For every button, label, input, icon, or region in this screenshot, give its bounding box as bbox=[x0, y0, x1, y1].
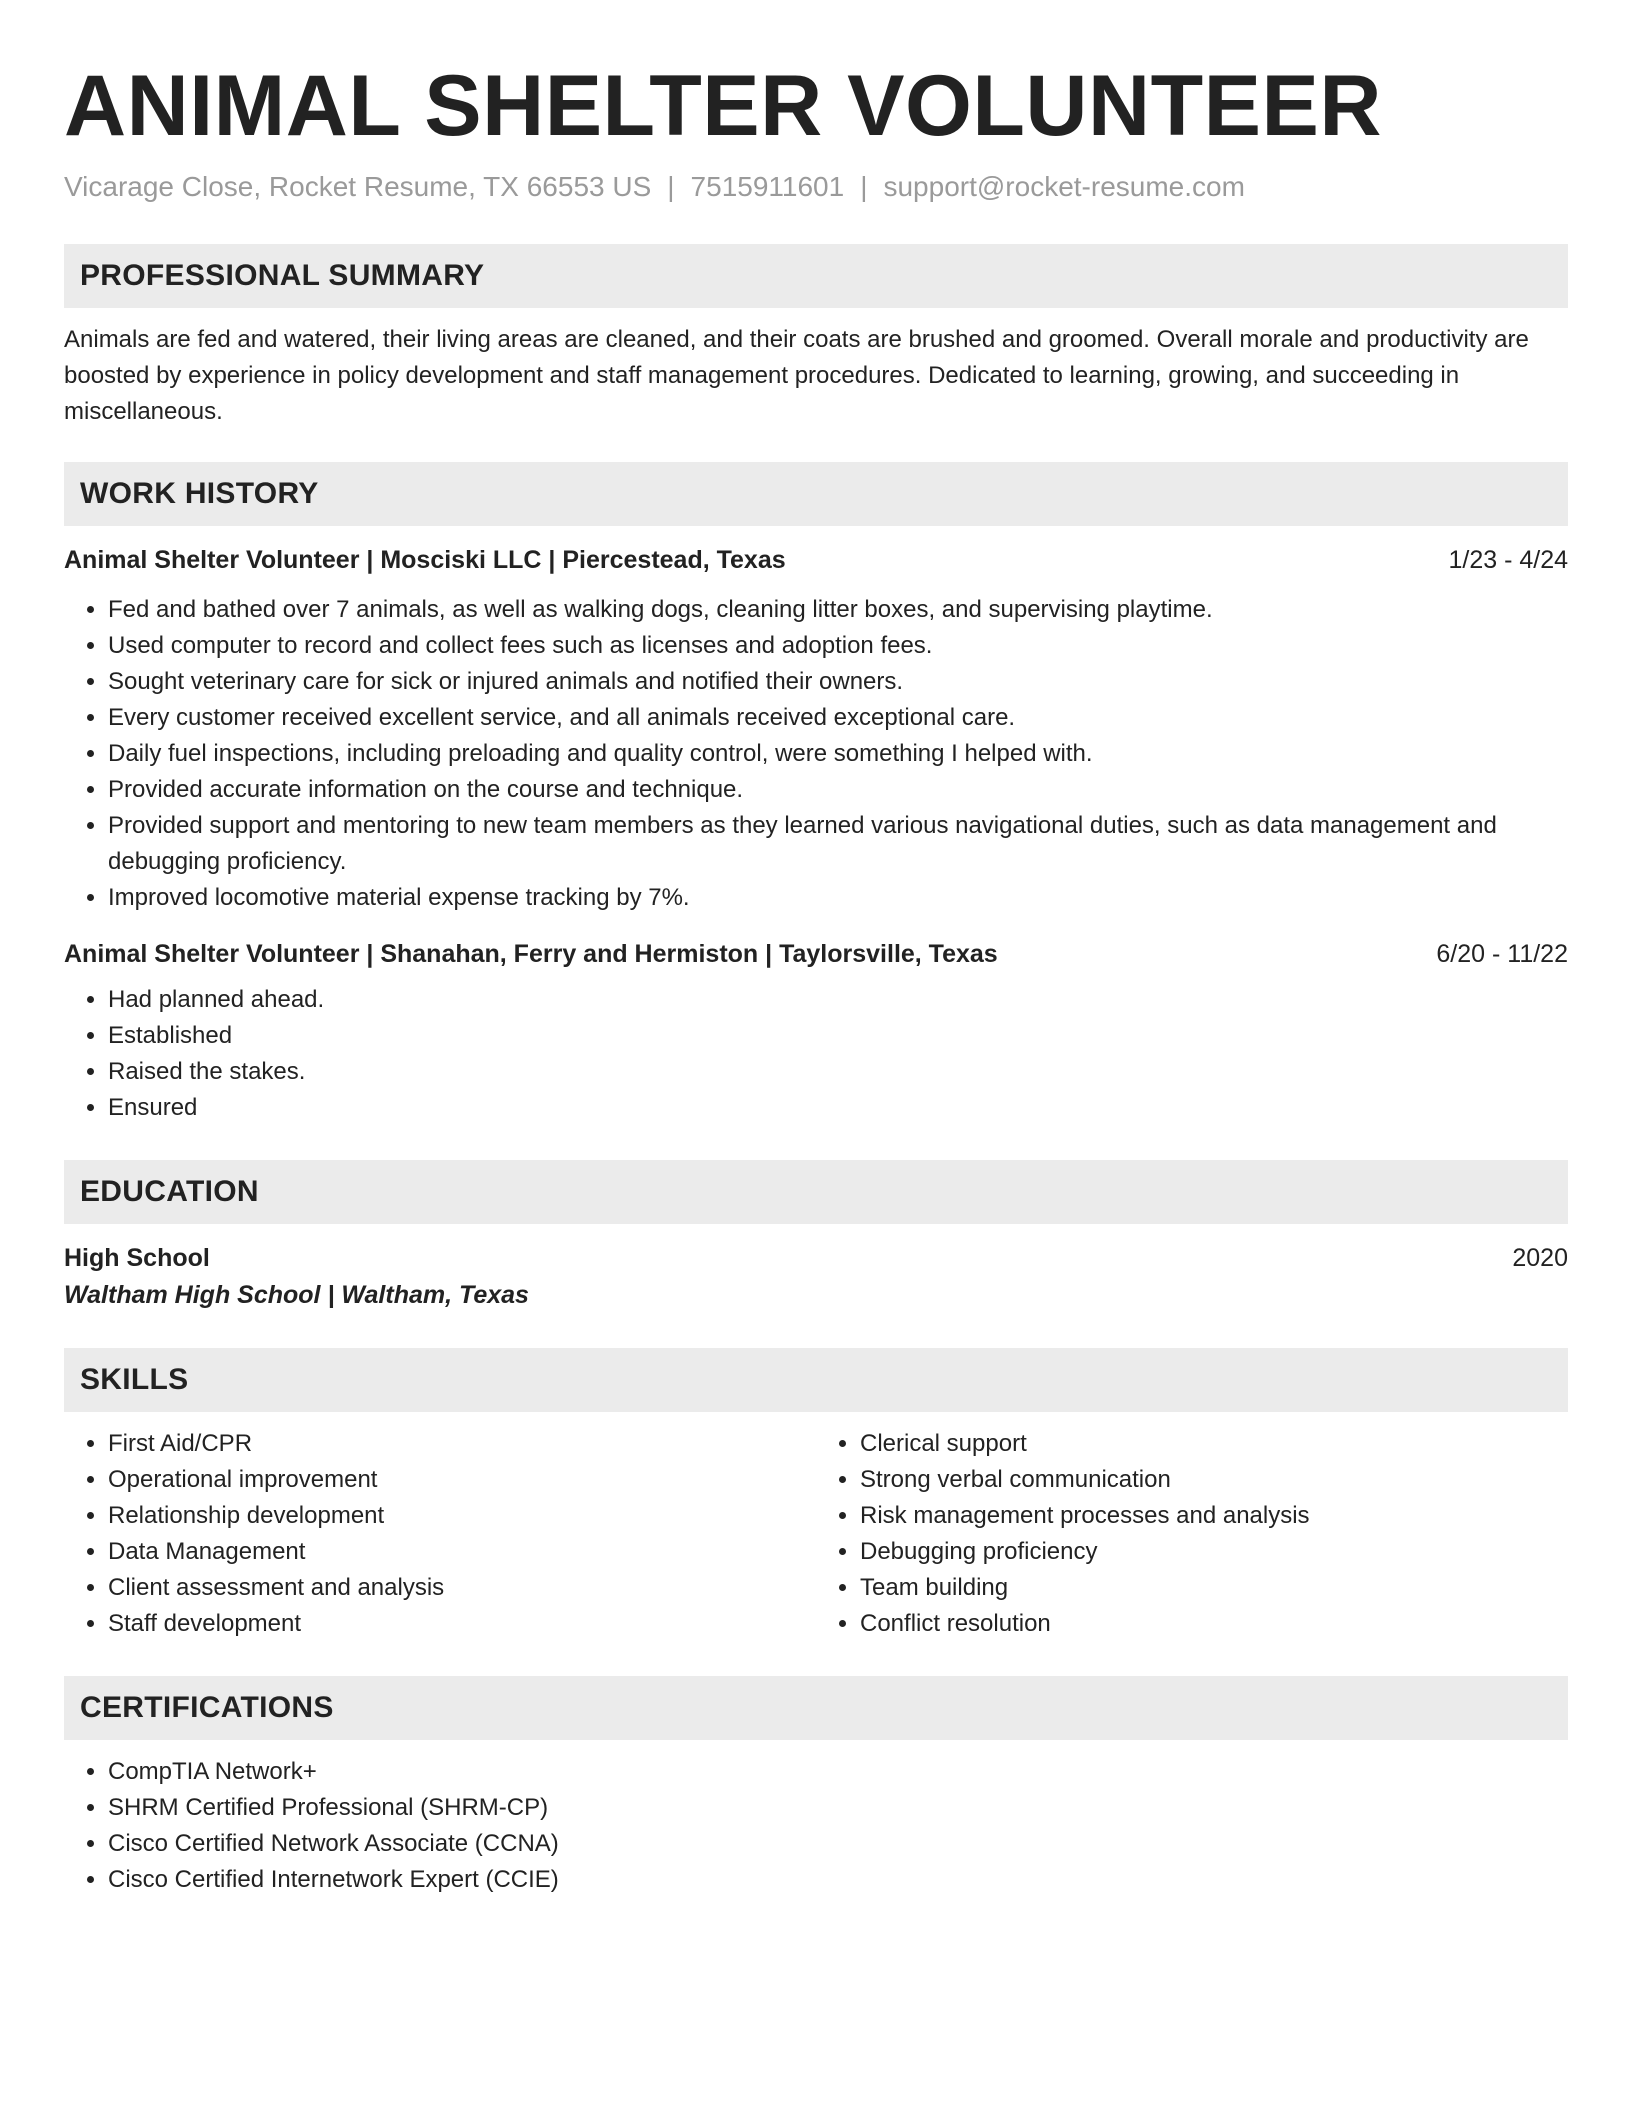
skill-item: • Debugging proficiency bbox=[860, 1534, 1568, 1570]
job-bullet: • Fed and bathed over 7 animals, as well as walking dogs, cleaning litter boxes, and supervising playtime. bbox=[108, 592, 1568, 628]
job-entry bbox=[64, 936, 1568, 1126]
job-dates: 6/20 - 11/22 bbox=[1436, 940, 1568, 968]
job-header bbox=[64, 542, 1568, 578]
job-bullet: • Used computer to record and collect fees such as licenses and adoption fees. bbox=[108, 628, 1568, 664]
job-bullet: • Improved locomotive material expense tracking by 7%. bbox=[108, 880, 1568, 916]
job-bullet: • Provided support and mentoring to new team members as they learned various navigational duties, such as data management and debugging proficiency. bbox=[108, 808, 1568, 880]
contact-address: Vicarage Close, Rocket Resume, TX 66553 US bbox=[64, 171, 652, 202]
job-bullet: • Had planned ahead. bbox=[108, 982, 1568, 1018]
education-school: Waltham High School | Waltham, Texas bbox=[64, 1281, 529, 1309]
skill-item: • Risk management processes and analysis bbox=[860, 1498, 1568, 1534]
contact-phone: 7515911601 bbox=[690, 171, 845, 202]
job-entry bbox=[64, 542, 1568, 916]
section-heading-summary: PROFESSIONAL SUMMARY bbox=[64, 244, 1568, 308]
skills-list-right bbox=[816, 1426, 1568, 1642]
resume-name: ANIMAL SHELTER VOLUNTEER bbox=[64, 58, 1382, 154]
skill-item: • Clerical support bbox=[860, 1426, 1568, 1462]
skill-item: • Strong verbal communication bbox=[860, 1462, 1568, 1498]
certification-item: • Cisco Certified Internetwork Expert (CCIE) bbox=[108, 1862, 1568, 1898]
summary-text: Animals are fed and watered, their living areas are cleaned, and their coats are brushed and groomed. Overall morale and productivity are boosted by experience in policy development and staff management procedures. Dedicated to learning, growing, and succeeding in miscellaneous. bbox=[64, 326, 1529, 425]
skill-item: • Relationship development bbox=[108, 1498, 816, 1534]
skill-item: • Client assessment and analysis bbox=[108, 1570, 816, 1606]
skill-item: • Conflict resolution bbox=[860, 1606, 1568, 1642]
skill-item: • Operational improvement bbox=[108, 1462, 816, 1498]
contact-line bbox=[64, 170, 1568, 204]
skill-item: • First Aid/CPR bbox=[108, 1426, 816, 1462]
section-heading-work-history: WORK HISTORY bbox=[64, 462, 1568, 526]
section-heading-certifications: CERTIFICATIONS bbox=[64, 1676, 1568, 1740]
certification-item: • SHRM Certified Professional (SHRM-CP) bbox=[108, 1790, 1568, 1826]
skill-item: • Data Management bbox=[108, 1534, 816, 1570]
skills-grid bbox=[64, 1426, 1568, 1642]
education-year: 2020 bbox=[1512, 1244, 1568, 1272]
certifications-list bbox=[64, 1754, 1568, 1898]
job-bullet: • Established bbox=[108, 1018, 1568, 1054]
job-bullet: • Sought veterinary care for sick or injured animals and notified their owners. bbox=[108, 664, 1568, 700]
job-header bbox=[64, 936, 1568, 972]
education-header bbox=[64, 1240, 1568, 1276]
skill-item: • Staff development bbox=[108, 1606, 816, 1642]
job-bullet-list bbox=[64, 982, 1568, 1126]
job-dates: 1/23 - 4/24 bbox=[1448, 546, 1568, 574]
section-heading-skills: SKILLS bbox=[64, 1348, 1568, 1412]
contact-email: support@rocket-resume.com bbox=[883, 171, 1245, 202]
section-heading-education: EDUCATION bbox=[64, 1160, 1568, 1224]
contact-separator: | bbox=[860, 171, 868, 202]
job-title: Animal Shelter Volunteer | Mosciski LLC | Piercestead, Texas bbox=[64, 546, 786, 574]
job-bullet: • Raised the stakes. bbox=[108, 1054, 1568, 1090]
job-title: Animal Shelter Volunteer | Shanahan, Ferry and Hermiston | Taylorsville, Texas bbox=[64, 940, 998, 968]
job-bullet: • Every customer received excellent service, and all animals received exceptional care. bbox=[108, 700, 1568, 736]
skills-list-left bbox=[64, 1426, 816, 1642]
job-bullet: • Ensured bbox=[108, 1090, 1568, 1126]
job-bullet-list bbox=[64, 592, 1568, 916]
education-degree: High School bbox=[64, 1244, 210, 1272]
skill-item: • Team building bbox=[860, 1570, 1568, 1606]
job-bullet: • Provided accurate information on the course and technique. bbox=[108, 772, 1568, 808]
job-bullet: • Daily fuel inspections, including preloading and quality control, were something I helped with. bbox=[108, 736, 1568, 772]
certification-item: • Cisco Certified Network Associate (CCNA) bbox=[108, 1826, 1568, 1862]
contact-separator: | bbox=[667, 171, 675, 202]
certification-item: • CompTIA Network+ bbox=[108, 1754, 1568, 1790]
